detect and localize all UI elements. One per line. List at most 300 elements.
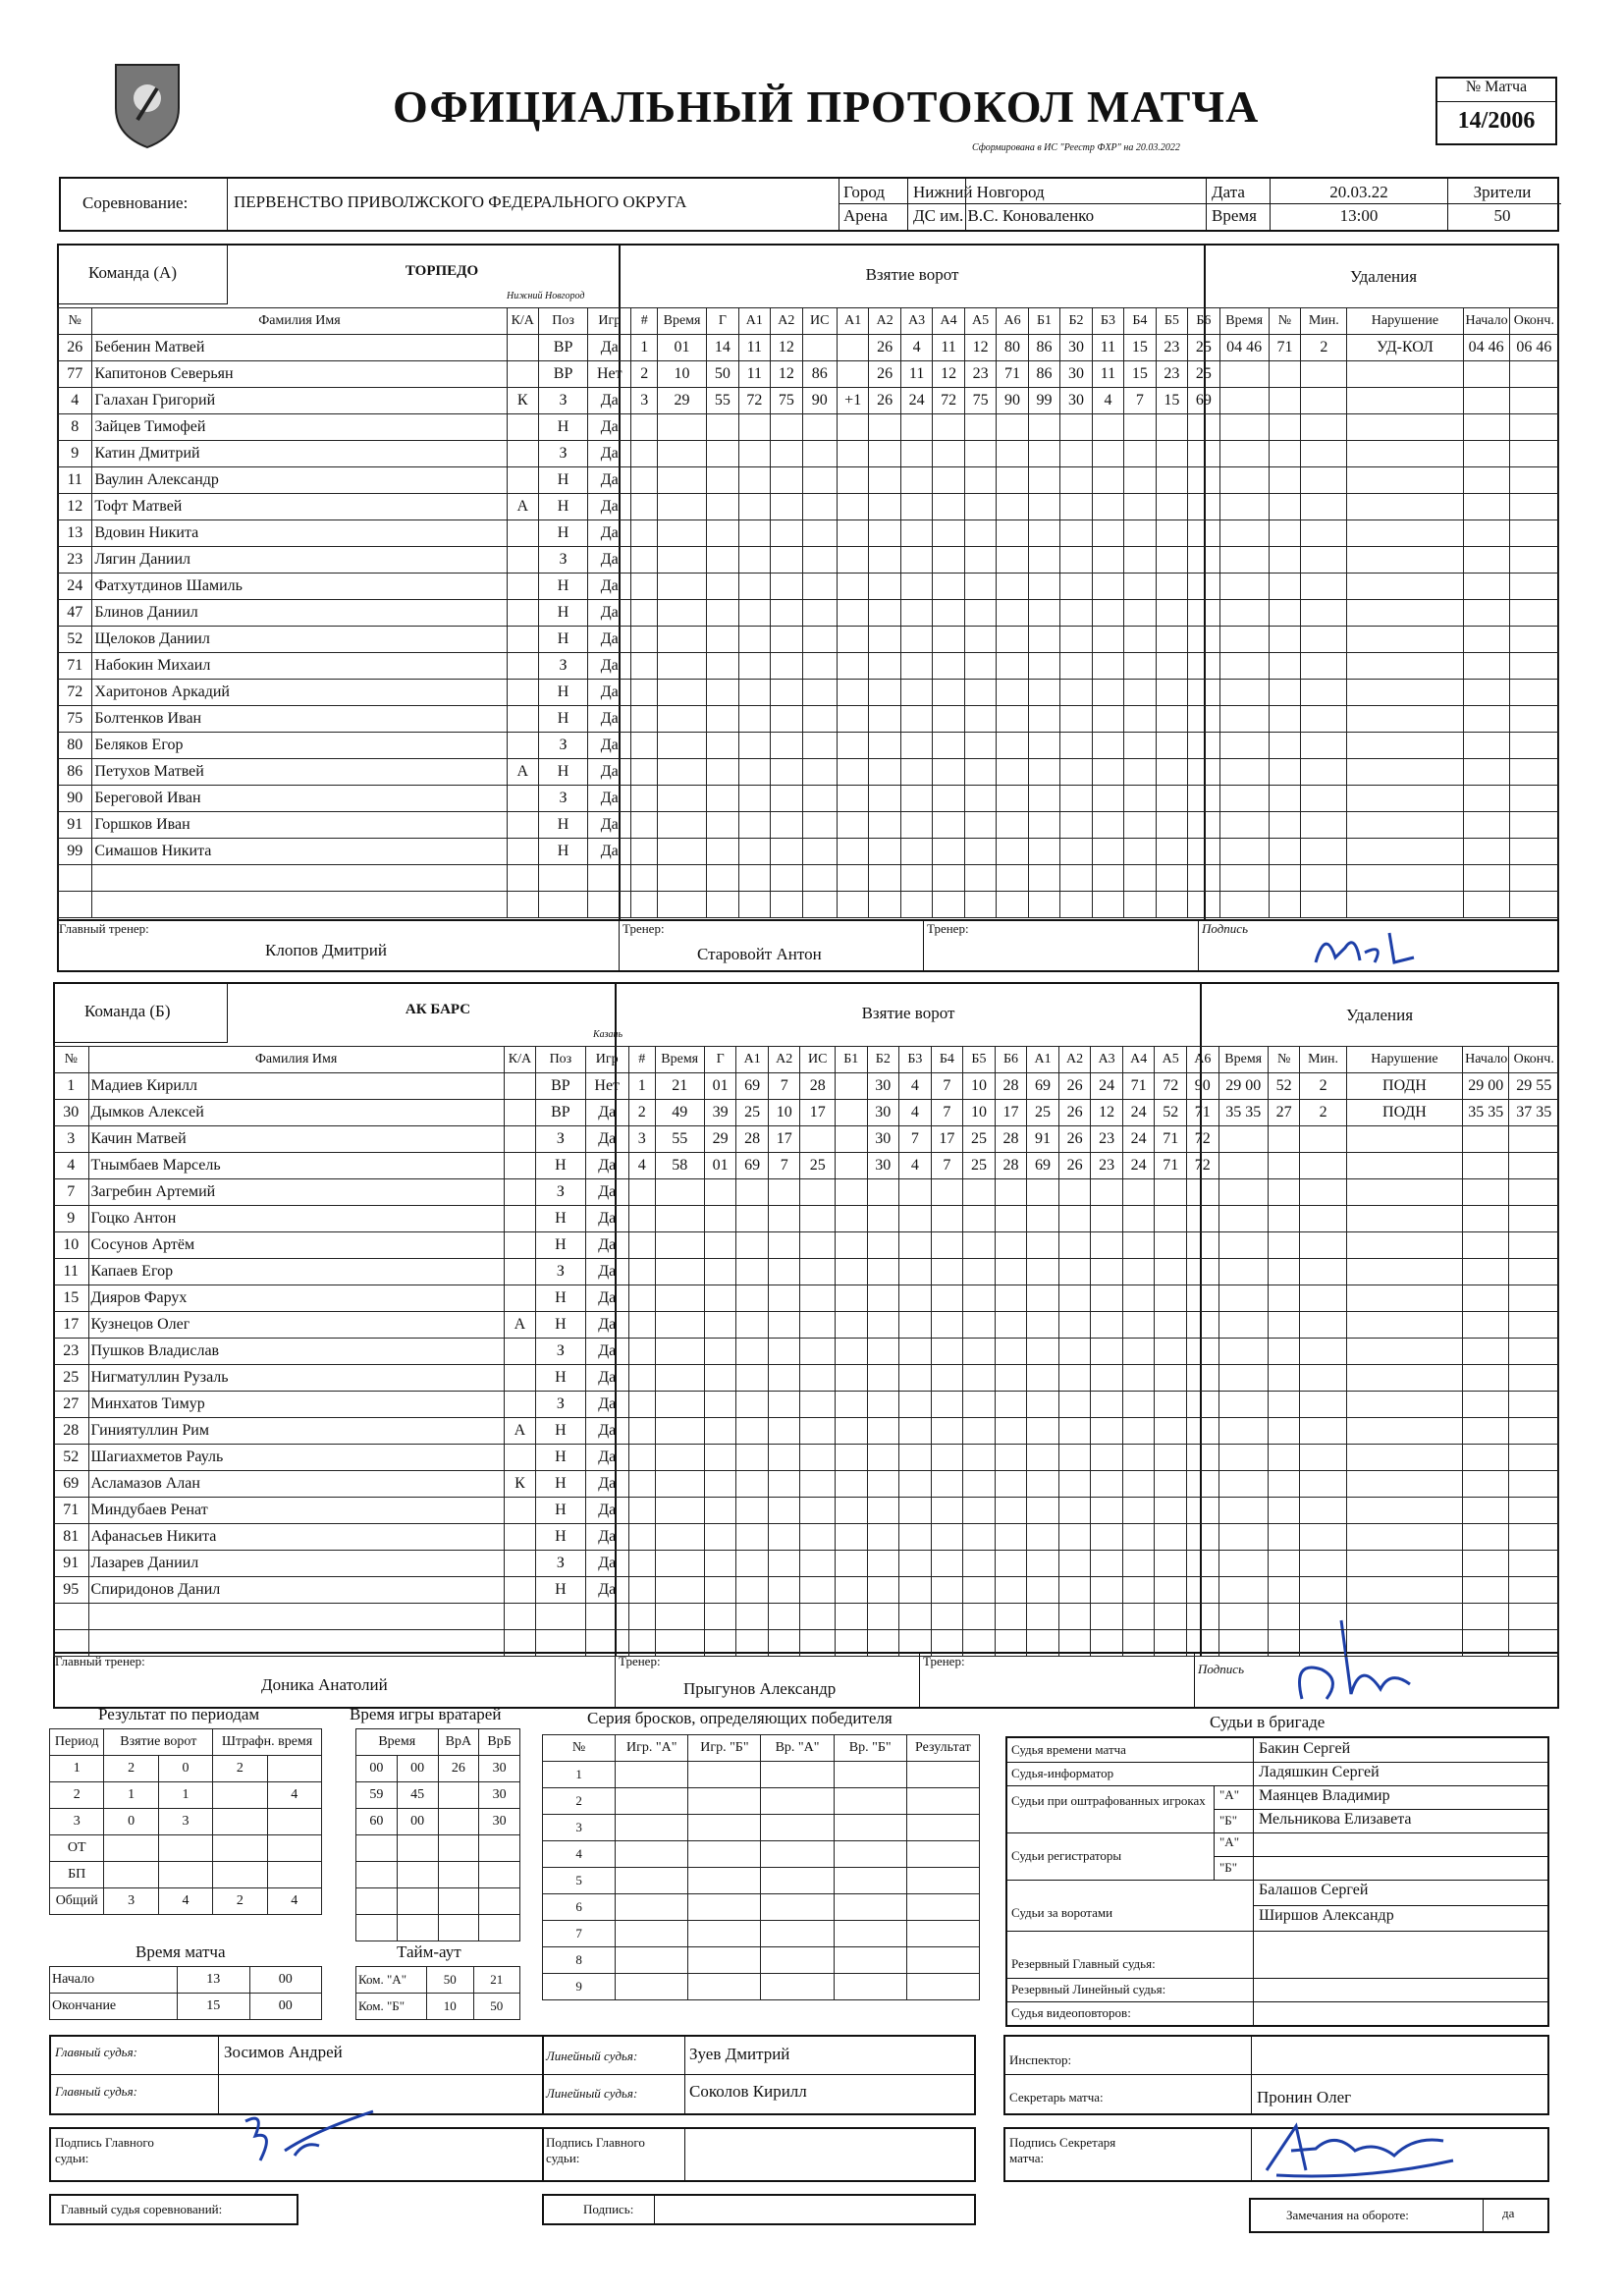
registrar-b-mark: "Б" bbox=[1219, 1860, 1238, 1875]
goal-cell: 26 bbox=[869, 388, 900, 414]
goalie-cell bbox=[356, 1915, 398, 1941]
goal-cell bbox=[771, 467, 802, 494]
goal-cell bbox=[707, 786, 738, 812]
player-name: Беляков Егор bbox=[92, 733, 507, 759]
penalty-cell bbox=[1347, 786, 1463, 812]
penalty-cell bbox=[1301, 733, 1347, 759]
period-cell: 2 bbox=[104, 1756, 158, 1782]
player-name: Пушков Владислав bbox=[88, 1339, 504, 1365]
penalty-cell bbox=[1300, 1418, 1346, 1445]
team-b-signature-label: Подпись bbox=[1198, 1662, 1244, 1676]
player-captain bbox=[504, 1365, 536, 1392]
goal-cell bbox=[931, 1577, 963, 1604]
goalie-cell: 45 bbox=[397, 1782, 438, 1809]
competition-label: Соревнование: bbox=[61, 179, 228, 230]
goal-cell bbox=[1092, 733, 1123, 759]
goal-cell: 23 bbox=[1156, 335, 1187, 361]
goal-cell bbox=[1124, 574, 1156, 600]
shootout-header-3: Вр. "А" bbox=[761, 1735, 834, 1762]
goal-cell bbox=[657, 680, 706, 706]
table-row bbox=[54, 1418, 1559, 1445]
penalty-cell bbox=[1346, 1365, 1462, 1392]
penalty-cell bbox=[1301, 653, 1347, 680]
player-position: З bbox=[538, 733, 587, 759]
goal-cell bbox=[867, 1498, 899, 1524]
penalty-cell bbox=[1219, 414, 1269, 441]
player-number: 23 bbox=[58, 547, 92, 574]
penalty-cell bbox=[1300, 1498, 1346, 1524]
shootout-cell bbox=[616, 1974, 688, 2000]
shootout-number: 8 bbox=[543, 1947, 616, 1974]
penalty-cell bbox=[1463, 1126, 1509, 1153]
goal-cell bbox=[1058, 1445, 1091, 1471]
goal-cell bbox=[655, 1232, 704, 1259]
penalty-cell bbox=[1218, 1232, 1268, 1259]
goal-cell: 4 bbox=[628, 1153, 655, 1179]
goal-cell: 72 bbox=[1187, 1126, 1219, 1153]
player-name: Асламазов Алан bbox=[88, 1471, 504, 1498]
penalty-cell bbox=[1347, 865, 1463, 892]
shootout-cell bbox=[616, 1947, 688, 1974]
penalty-cell bbox=[1219, 361, 1269, 388]
goal-cell bbox=[771, 600, 802, 627]
goal-cell bbox=[771, 786, 802, 812]
goal-cell bbox=[867, 1445, 899, 1471]
penalty-cell bbox=[1269, 414, 1300, 441]
player-position: З bbox=[538, 388, 587, 414]
goal-cell: 7 bbox=[1124, 388, 1156, 414]
penalty-cell bbox=[1509, 1630, 1559, 1657]
penalty-cell bbox=[1509, 1339, 1559, 1365]
goal-cell bbox=[837, 865, 868, 892]
table-row bbox=[58, 547, 1559, 574]
goal-cell bbox=[1122, 1232, 1155, 1259]
goal-cell bbox=[835, 1206, 867, 1232]
penalty-cell bbox=[1301, 892, 1347, 918]
goal-cell bbox=[802, 627, 837, 653]
goal-cell: 10 bbox=[657, 361, 706, 388]
team-b-pen-header-3: Нарушение bbox=[1346, 1047, 1462, 1073]
player-captain bbox=[504, 1100, 536, 1126]
goal-cell bbox=[736, 1232, 769, 1259]
goal-cell: 12 bbox=[964, 335, 996, 361]
goal-cell bbox=[802, 865, 837, 892]
match-number-label: № Матча bbox=[1437, 79, 1555, 102]
goal-cell bbox=[1091, 1339, 1123, 1365]
penalty-cell bbox=[1509, 1365, 1559, 1392]
player-captain: К bbox=[507, 388, 538, 414]
penalty-cell bbox=[1269, 627, 1300, 653]
penalty-cell bbox=[1300, 1551, 1346, 1577]
player-captain bbox=[507, 414, 538, 441]
penalty-cell bbox=[1219, 627, 1269, 653]
secretary-signature bbox=[1247, 2102, 1473, 2190]
goal-cell: 10 bbox=[963, 1073, 996, 1100]
period-header: Период bbox=[50, 1729, 104, 1756]
goal-cell bbox=[837, 786, 868, 812]
goal-cell bbox=[628, 1418, 655, 1445]
goal-cell bbox=[1092, 865, 1123, 892]
goal-cell bbox=[1156, 520, 1187, 547]
period-cell: 2 bbox=[213, 1756, 267, 1782]
penalty-cell bbox=[1269, 680, 1300, 706]
goal-cell bbox=[736, 1392, 769, 1418]
goal-cell bbox=[963, 1498, 996, 1524]
goal-cell bbox=[628, 1498, 655, 1524]
player-captain bbox=[504, 1392, 536, 1418]
goalie-cell: 30 bbox=[479, 1809, 520, 1835]
goal-cell bbox=[931, 1339, 963, 1365]
player-number: 77 bbox=[58, 361, 92, 388]
goal-cell bbox=[631, 494, 658, 520]
goal-cell bbox=[899, 1365, 932, 1392]
goal-cell bbox=[1188, 706, 1219, 733]
player-position: Н bbox=[536, 1445, 585, 1471]
goal-cell bbox=[631, 733, 658, 759]
table-row bbox=[50, 1782, 322, 1809]
goal-cell bbox=[768, 1471, 800, 1498]
penalty-cell bbox=[1269, 839, 1300, 865]
penalty-cell bbox=[1218, 1392, 1268, 1418]
goal-cell: 15 bbox=[1124, 361, 1156, 388]
goal-cell: 25 bbox=[736, 1100, 769, 1126]
goal-cell bbox=[869, 627, 900, 653]
penalty-cell bbox=[1300, 1445, 1346, 1471]
goal-cell bbox=[835, 1577, 867, 1604]
goal-cell bbox=[1156, 467, 1187, 494]
goal-cell bbox=[931, 1206, 963, 1232]
remarks-row bbox=[1249, 2198, 1549, 2233]
goal-cell bbox=[1156, 627, 1187, 653]
player-played: Да bbox=[588, 335, 631, 361]
player-number: 28 bbox=[54, 1418, 89, 1445]
goal-cell bbox=[933, 680, 964, 706]
goal-cell: 72 bbox=[1155, 1073, 1187, 1100]
goal-cell: 4 bbox=[900, 335, 932, 361]
match-end-label: Окончание bbox=[50, 1994, 178, 2020]
table-row bbox=[58, 335, 1559, 361]
goal-cell: 12 bbox=[1091, 1100, 1123, 1126]
goal-cell bbox=[837, 812, 868, 839]
reserve-main-label: Резервный Главный судья: bbox=[1011, 1956, 1156, 1971]
penalty-cell bbox=[1347, 812, 1463, 839]
goal-cell bbox=[931, 1445, 963, 1471]
team-b-header-4: Игр bbox=[585, 1047, 628, 1073]
goal-cell bbox=[900, 706, 932, 733]
goal-cell: 30 bbox=[867, 1153, 899, 1179]
goal-cell bbox=[1028, 759, 1059, 786]
player-position: Н bbox=[538, 839, 587, 865]
goal-cell bbox=[768, 1365, 800, 1392]
player-captain bbox=[504, 1524, 536, 1551]
team-b-goal-header-1: Время bbox=[655, 1047, 704, 1073]
goal-cell bbox=[997, 839, 1028, 865]
player-played: Да bbox=[585, 1498, 628, 1524]
goal-cell bbox=[1027, 1232, 1059, 1259]
player-position bbox=[536, 1630, 585, 1657]
player-number: 26 bbox=[58, 335, 92, 361]
goal-cell: 25 bbox=[1188, 361, 1219, 388]
team-b-coach-label: Тренер: bbox=[619, 1654, 661, 1668]
goal-cell bbox=[997, 759, 1028, 786]
penalty-cell bbox=[1347, 441, 1463, 467]
shootout-cell bbox=[906, 1788, 979, 1815]
timeout-b-sec: 50 bbox=[473, 1994, 520, 2020]
penalty-cell bbox=[1509, 1445, 1559, 1471]
penalty-cell: 29 55 bbox=[1509, 1073, 1559, 1100]
penalty-cell bbox=[1346, 1471, 1462, 1498]
penalty-cell bbox=[1347, 892, 1463, 918]
goal-cell: 80 bbox=[997, 335, 1028, 361]
goalie-cell: 00 bbox=[356, 1756, 398, 1782]
team-b-goal-header-2: Г bbox=[704, 1047, 736, 1073]
team-b-pen-header-2: Мин. bbox=[1300, 1047, 1346, 1073]
player-played: Да bbox=[588, 520, 631, 547]
penalty-cell bbox=[1300, 1206, 1346, 1232]
period-cell: 3 bbox=[158, 1809, 212, 1835]
goal-cell bbox=[631, 574, 658, 600]
player-position: Н bbox=[536, 1285, 585, 1312]
shootout-cell bbox=[906, 1947, 979, 1974]
penalty-cell bbox=[1463, 1206, 1509, 1232]
table-row bbox=[543, 1974, 980, 2000]
goal-cell bbox=[1091, 1312, 1123, 1339]
goal-cell bbox=[1122, 1577, 1155, 1604]
goal-cell bbox=[657, 414, 706, 441]
penalty-cell bbox=[1463, 706, 1509, 733]
goal-cell bbox=[631, 547, 658, 574]
goalie-cell: 30 bbox=[479, 1782, 520, 1809]
goal-cell bbox=[657, 627, 706, 653]
goal-cell: 29 bbox=[704, 1126, 736, 1153]
goal-cell bbox=[997, 812, 1028, 839]
goal-cell bbox=[1122, 1418, 1155, 1445]
goal-cell bbox=[1187, 1179, 1219, 1206]
goal-cell: 52 bbox=[1155, 1100, 1187, 1126]
goal-cell bbox=[1155, 1285, 1187, 1312]
goal-cell: 25 bbox=[1188, 335, 1219, 361]
table-row bbox=[58, 414, 1559, 441]
shootout-cell bbox=[834, 1762, 906, 1788]
goal-cell bbox=[869, 786, 900, 812]
shootout-cell bbox=[761, 1921, 834, 1947]
player-captain bbox=[507, 547, 538, 574]
table-row bbox=[543, 1868, 980, 1894]
penalty-cell bbox=[1347, 547, 1463, 574]
penalty-cell: ПОДН bbox=[1346, 1100, 1462, 1126]
goalie-cell bbox=[356, 1888, 398, 1915]
goal-cell bbox=[657, 839, 706, 865]
goal-cell: 1 bbox=[628, 1073, 655, 1100]
goal-cell bbox=[1188, 467, 1219, 494]
player-number: 75 bbox=[58, 706, 92, 733]
table-row bbox=[50, 1835, 322, 1862]
goal-cell bbox=[1028, 574, 1059, 600]
goal-cell bbox=[1155, 1418, 1187, 1445]
goal-cell bbox=[997, 467, 1028, 494]
player-name: Петухов Матвей bbox=[92, 759, 507, 786]
penalty-cell bbox=[1347, 680, 1463, 706]
player-number: 9 bbox=[58, 441, 92, 467]
goal-cell bbox=[704, 1232, 736, 1259]
player-number: 99 bbox=[58, 839, 92, 865]
goal-cell bbox=[995, 1259, 1027, 1285]
goal-cell bbox=[1124, 494, 1156, 520]
penalty-cell bbox=[1219, 892, 1269, 918]
shootout-header-1: Игр. "А" bbox=[616, 1735, 688, 1762]
goal-cell bbox=[835, 1524, 867, 1551]
comp-sig-label: Подпись: bbox=[583, 2202, 634, 2216]
goal-cell bbox=[1156, 414, 1187, 441]
penalty-cell bbox=[1300, 1524, 1346, 1551]
player-position: З bbox=[538, 786, 587, 812]
team-a-goal-header-11: А6 bbox=[997, 308, 1028, 335]
penalty-cell bbox=[1268, 1445, 1300, 1471]
goal-cell bbox=[933, 574, 964, 600]
player-played: Да bbox=[588, 547, 631, 574]
penalty-cell bbox=[1463, 1418, 1509, 1445]
goal-cell bbox=[628, 1551, 655, 1577]
arena-label: Арена bbox=[843, 206, 888, 225]
team-a-roster-table bbox=[57, 307, 1559, 918]
player-name: Кузнецов Олег bbox=[88, 1312, 504, 1339]
goal-cell: 24 bbox=[1122, 1100, 1155, 1126]
goal-cell bbox=[899, 1577, 932, 1604]
table-row bbox=[54, 1339, 1559, 1365]
penalty-cell bbox=[1463, 627, 1509, 653]
player-number: 3 bbox=[54, 1126, 89, 1153]
player-name: Тнымбаев Марсель bbox=[88, 1153, 504, 1179]
goal-cell bbox=[707, 759, 738, 786]
goal-cell bbox=[964, 600, 996, 627]
team-a-signature-label: Подпись bbox=[1202, 921, 1248, 936]
goal-cell: 75 bbox=[964, 388, 996, 414]
team-a-head-coach-label: Главный тренер: bbox=[59, 921, 149, 936]
goal-cell bbox=[837, 653, 868, 680]
goal-cell bbox=[771, 441, 802, 467]
player-played: Да bbox=[585, 1445, 628, 1471]
page-title: ОФИЦИАЛЬНЫЙ ПРОТОКОЛ МАТЧА bbox=[393, 82, 1260, 132]
goal-cell bbox=[835, 1445, 867, 1471]
goal-cell bbox=[1187, 1339, 1219, 1365]
goal-cell bbox=[869, 865, 900, 892]
player-position: Н bbox=[536, 1418, 585, 1445]
sig-main-2-label: Подпись Главного судьи: bbox=[546, 2135, 645, 2165]
table-row bbox=[58, 865, 1559, 892]
penalty-cell bbox=[1347, 520, 1463, 547]
goal-cell: 69 bbox=[1027, 1073, 1059, 1100]
player-captain bbox=[507, 839, 538, 865]
player-captain bbox=[504, 1630, 536, 1657]
comp-sig-row bbox=[542, 2194, 976, 2225]
sig-secretary-label: Подпись Секретаря матча: bbox=[1009, 2135, 1116, 2165]
penalty-cell bbox=[1347, 759, 1463, 786]
goal-cell bbox=[1188, 680, 1219, 706]
remarks: да bbox=[1502, 2206, 1515, 2220]
line-ref-2: Соколов Кирилл bbox=[689, 2082, 807, 2101]
penalty-cell bbox=[1219, 812, 1269, 839]
penalty-cell bbox=[1347, 839, 1463, 865]
penalty-cell bbox=[1346, 1551, 1462, 1577]
goal-cell: 26 bbox=[1058, 1153, 1091, 1179]
penalty-cell: 35 35 bbox=[1218, 1100, 1268, 1126]
goal-cell bbox=[655, 1179, 704, 1206]
goal-cell bbox=[768, 1232, 800, 1259]
team-a-head-coach: Клопов Дмитрий bbox=[265, 941, 387, 959]
goal-cell bbox=[963, 1259, 996, 1285]
table-row bbox=[58, 600, 1559, 627]
player-number: 30 bbox=[54, 1100, 89, 1126]
goal-cell bbox=[704, 1524, 736, 1551]
penalty-cell bbox=[1219, 441, 1269, 467]
goal-cell bbox=[1091, 1524, 1123, 1551]
penalty-cell bbox=[1346, 1445, 1462, 1471]
penalty-cell bbox=[1463, 1232, 1509, 1259]
goal-cell bbox=[738, 680, 770, 706]
goal-cell: 71 bbox=[997, 361, 1028, 388]
player-number bbox=[58, 892, 92, 918]
player-name: Зайцев Тимофей bbox=[92, 414, 507, 441]
goal-cell bbox=[899, 1498, 932, 1524]
table-row bbox=[54, 1126, 1559, 1153]
goal-cell bbox=[655, 1551, 704, 1577]
goal-cell bbox=[933, 812, 964, 839]
shootout-header-0: № bbox=[543, 1735, 616, 1762]
table-row bbox=[58, 706, 1559, 733]
penalty-cell bbox=[1347, 706, 1463, 733]
goal-cell bbox=[931, 1179, 963, 1206]
goal-cell bbox=[835, 1418, 867, 1445]
penalty-cell bbox=[1218, 1445, 1268, 1471]
penalty-cell bbox=[1269, 892, 1300, 918]
penalty-refs-label: Судьи при оштрафованных игроках bbox=[1011, 1793, 1206, 1808]
goal-cell bbox=[1187, 1206, 1219, 1232]
goal-cell bbox=[1187, 1630, 1219, 1657]
penalty-cell bbox=[1509, 1604, 1559, 1630]
period-cell bbox=[158, 1835, 212, 1862]
goal-cell bbox=[1156, 574, 1187, 600]
goal-cell bbox=[1027, 1259, 1059, 1285]
goal-cell bbox=[964, 653, 996, 680]
penalty-a-mark: "А" bbox=[1219, 1787, 1240, 1802]
goal-cell bbox=[899, 1232, 932, 1259]
goal-cell bbox=[771, 892, 802, 918]
penalty-cell bbox=[1509, 892, 1558, 918]
goal-cell bbox=[931, 1285, 963, 1312]
penalty-cell: 27 bbox=[1268, 1100, 1300, 1126]
goal-cell bbox=[707, 600, 738, 627]
time-label: Время bbox=[1212, 206, 1257, 225]
timekeeper: Бакин Сергей bbox=[1259, 1740, 1351, 1757]
penalty-cell bbox=[1463, 1392, 1509, 1418]
goal-cell bbox=[1187, 1577, 1219, 1604]
goal-cell bbox=[900, 574, 932, 600]
goal-cell bbox=[1091, 1232, 1123, 1259]
penalty-cell bbox=[1300, 1471, 1346, 1498]
period-cell: 1 bbox=[50, 1756, 104, 1782]
player-number: 69 bbox=[54, 1471, 89, 1498]
video-ref-label: Судья видеоповторов: bbox=[1011, 2005, 1131, 2020]
table-row bbox=[543, 1788, 980, 1815]
penalty-cell bbox=[1347, 361, 1463, 388]
penalty-cell bbox=[1463, 388, 1509, 414]
player-captain: А bbox=[507, 759, 538, 786]
goalie-cell bbox=[438, 1915, 479, 1941]
goal-cell bbox=[933, 441, 964, 467]
goal-cell bbox=[655, 1418, 704, 1445]
goal-cell bbox=[1060, 520, 1092, 547]
penalty-cell bbox=[1463, 1339, 1509, 1365]
